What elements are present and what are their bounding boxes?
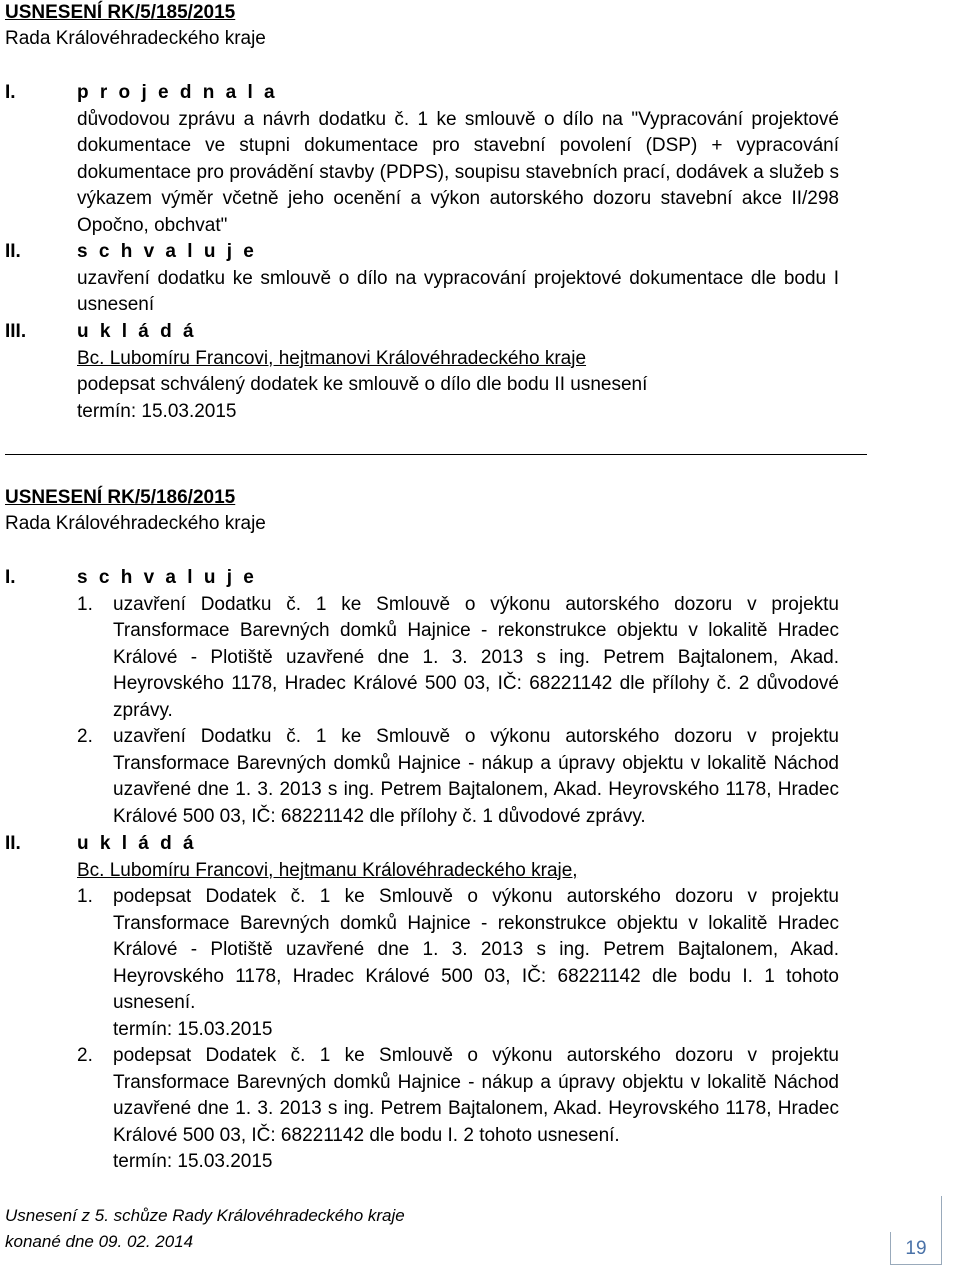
roman-numeral: II. bbox=[5, 241, 21, 262]
separator-line bbox=[5, 454, 867, 455]
item-text: podepsat Dodatek č. 1 ke Smlouvě o výkonu autorského dozoru v projektu Transformace Barevných domků Hajnice - nákup a úpravy objektu v lokalitě Náchod uzavřené dne 1. 3. 2013 s ing. Petrem Bajtalonem, Akad. Heyrovského 1178, Hradec Králové 500 03, IČ: 68221142 dle bodu I. 2 tohoto usnesení. bbox=[113, 1045, 839, 1146]
section-text: důvodovou zprávu a návrh dodatku č. 1 ke smlouvě o dílo na "Vypracování projektové dokumentace ve stupni dokumentace pro stavební povolení (DSP) + vypracování dokumentace pro provádění stavby (PDPS), soupisu stavebních prací, dodávek a služeb s výkazem výměr včetně jeho ocenění a výkon autorského dozoru stavební akce II/298 Opočno, obchvat" bbox=[77, 108, 839, 236]
resolution-186 bbox=[5, 485, 266, 537]
roman-numeral: III. bbox=[5, 321, 27, 342]
section-i bbox=[5, 565, 839, 830]
deadline: termín: 15.03.2015 bbox=[113, 1151, 273, 1172]
list-item bbox=[5, 884, 839, 1017]
roman-numeral: II. bbox=[5, 833, 21, 854]
item-number: 1. bbox=[77, 593, 93, 615]
resolution-185 bbox=[5, 0, 266, 52]
section-text: uzavření dodatku ke smlouvě o dílo na vypracování projektové dokumentace dle bodu I usnesení bbox=[77, 267, 839, 315]
footer bbox=[5, 1203, 405, 1255]
page-number: 19 bbox=[890, 1232, 942, 1265]
footer-line-session: Usnesení z 5. schůze Rady Královéhradeckého kraje bbox=[5, 1206, 405, 1225]
council-name: Rada Královéhradeckého kraje bbox=[5, 513, 266, 534]
section-keyword: p r o j e d n a l a bbox=[77, 82, 278, 103]
list-item bbox=[5, 1043, 839, 1149]
roman-numeral: I. bbox=[5, 567, 16, 588]
roman-numeral: I. bbox=[5, 82, 16, 103]
section-keyword: u k l á d á bbox=[77, 321, 197, 342]
assignee: Bc. Lubomíru Francovi, hejtmanu Královéhradeckého kraje, bbox=[77, 859, 578, 881]
section-keyword: u k l á d á bbox=[77, 833, 197, 854]
section-ii bbox=[5, 831, 839, 1176]
section-keyword: s c h v a l u j e bbox=[77, 241, 257, 262]
list-item bbox=[5, 724, 839, 830]
item-number: 2. bbox=[77, 726, 93, 747]
assignee: Bc. Lubomíru Francovi, hejtmanovi Královéhradeckého kraje bbox=[77, 347, 587, 369]
item-number: 2. bbox=[77, 1045, 93, 1066]
section-i bbox=[5, 80, 839, 239]
task-text: podepsat schválený dodatek ke smlouvě o dílo dle bodu II usnesení bbox=[77, 374, 648, 395]
item-text: uzavření Dodatku č. 1 ke Smlouvě o výkonu autorského dozoru v projektu Transformace Barevných domků Hajnice - rekonstrukce objektu v lokalitě Hradec Králové - Plotiště uzavřené dne 1. 3. 2013 s ing. Petrem Bajtalonem, Akad. Heyrovského 1178, Hradec Králové 500 03, IČ: 68221142 dle přílohy č. 2 důvodové zprávy. bbox=[113, 593, 839, 721]
resolution-title: USNESENÍ RK/5/186/2015 bbox=[5, 487, 236, 508]
list-item bbox=[5, 592, 839, 725]
page-number-rule bbox=[941, 1196, 942, 1232]
deadline: termín: 15.03.2015 bbox=[113, 1018, 273, 1040]
council-name: Rada Královéhradeckého kraje bbox=[5, 28, 266, 49]
resolution-title: USNESENÍ RK/5/185/2015 bbox=[5, 2, 236, 23]
section-ii bbox=[5, 239, 839, 319]
item-number: 1. bbox=[77, 886, 93, 907]
item-text: uzavření Dodatku č. 1 ke Smlouvě o výkonu autorského dozoru v projektu Transformace Barevných domků Hajnice - nákup a úpravy objektu v lokalitě Náchod uzavřené dne 1. 3. 2013 s ing. Petrem Bajtalonem, Akad. Heyrovského 1178, Hradec Králové 500 03, IČ: 68221142 dle přílohy č. 1 důvodové zprávy. bbox=[113, 726, 839, 827]
section-iii bbox=[5, 319, 839, 425]
deadline: termín: 15.03.2015 bbox=[77, 400, 237, 422]
item-text: podepsat Dodatek č. 1 ke Smlouvě o výkonu autorského dozoru v projektu Transformace Barevných domků Hajnice - rekonstrukce objektu v lokalitě Hradec Králové - Plotiště uzavřené dne 1. 3. 2013 s ing. Petrem Bajtalonem, Akad. Heyrovského 1178, Hradec Králové 500 03, IČ: 68221142 dle bodu I. 1 tohoto usnesení. bbox=[113, 886, 839, 1013]
section-keyword: s c h v a l u j e bbox=[77, 567, 257, 588]
footer-line-date: konané dne 09. 02. 2014 bbox=[5, 1232, 194, 1251]
